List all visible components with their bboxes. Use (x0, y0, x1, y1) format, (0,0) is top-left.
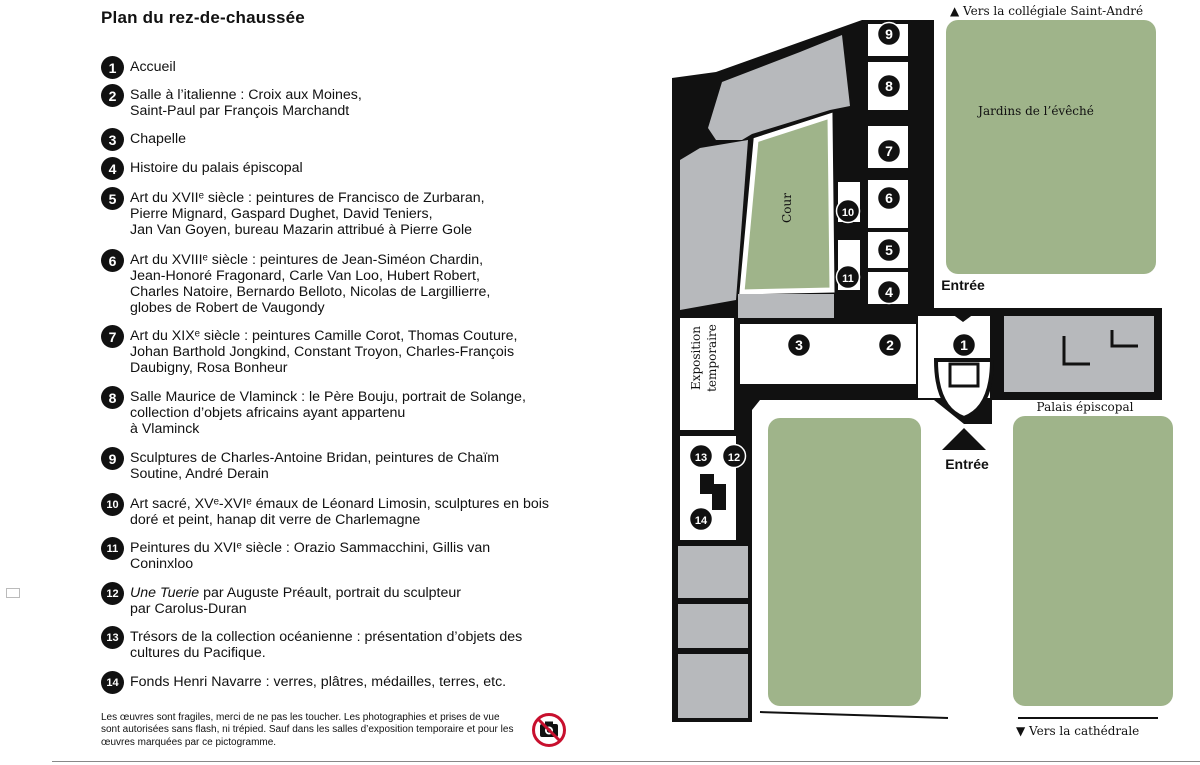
room-marker-number: 7 (885, 143, 893, 159)
entrance-top-label: Entrée (941, 277, 985, 293)
entrance-bottom-label: Entrée (945, 456, 989, 472)
room-marker-10 (837, 200, 860, 223)
room-marker-number: 13 (694, 452, 708, 464)
court-label: Cour (780, 193, 794, 223)
garden-south-left (768, 418, 921, 706)
room-marker-number: 11 (842, 273, 854, 285)
room-marker-number: 14 (694, 515, 708, 527)
legend-item-text: Trésors de la collection océanienne : présentation d’objets des cultures du Pacifique. (130, 629, 523, 661)
expo-label-2: temporaire (705, 324, 719, 392)
legend-item-text: Art du XIXᵉ siècle : peintures Camille Corot, Thomas Couture, Johan Barthold Jongkind, Constant Troyon, Charles-François Daubigny, Rosa Bonheur (130, 328, 518, 376)
room-number-badge: 12 (101, 582, 124, 605)
room-marker-1 (953, 334, 976, 357)
room-marker-number: 4 (885, 284, 893, 300)
room-marker-7 (878, 140, 901, 163)
room-number-badge: 6 (101, 249, 124, 272)
room-number-badge: 2 (101, 84, 124, 107)
room-marker-number: 9 (885, 26, 893, 42)
room-marker-number: 12 (727, 452, 741, 464)
legend-item-text: Fonds Henri Navarre : verres, plâtres, médailles, terres, etc. (130, 674, 507, 690)
room-marker-6 (878, 187, 901, 210)
room-marker-number: 8 (885, 78, 893, 94)
legend-item-text: Salle à l’italienne : Croix aux Moines, Saint-Paul par François Marchandt (130, 87, 362, 119)
legend-item-text: Accueil (130, 59, 176, 75)
entrance-arrow-icon (942, 428, 986, 450)
room-marker-13 (690, 445, 713, 468)
legend-item-text: Art du XVIIIᵉ siècle : peintures de Jean-Siméon Chardin, Jean-Honoré Fragonard, Carle Van Loo, Hubert Robert, Charles Natoire, Bernardo Belloto, Nicolas de Largillierre, globes de Robert de Vaugondy (130, 252, 491, 316)
room-marker-9 (878, 23, 901, 46)
room-number-badge: 4 (101, 157, 124, 180)
room-marker-number: 1 (960, 337, 968, 353)
room-marker-2 (879, 334, 902, 357)
legend-item-text: Salle Maurice de Vlaminck : le Père Bouju, portrait de Solange, collection d’objets africains ayant appartenu à Vlaminck (130, 389, 526, 437)
room-number-badge: 1 (101, 56, 124, 79)
room-marker-number: 3 (795, 337, 803, 353)
expo-label-1: Exposition (689, 325, 703, 391)
room-number-badge: 14 (101, 671, 124, 694)
room-number-badge: 7 (101, 325, 124, 348)
page-title: Plan du rez-de-chaussée (101, 8, 305, 27)
room-marker-12 (723, 445, 746, 468)
room-marker-number: 2 (886, 337, 894, 353)
legend-item-rest: par Auguste Préault, portrait du sculpteur par Carolus-Duran (130, 585, 461, 617)
south-label: ▼ Vers la cathédrale (1016, 724, 1140, 738)
room-number-badge: 11 (101, 537, 124, 560)
room-number-badge: 8 (101, 386, 124, 409)
room-marker-number: 5 (885, 242, 893, 258)
legend-item-italic: Une Tuerie (130, 585, 200, 601)
legend-item-text: Art du XVIIᵉ siècle : peintures de Francisco de Zurbaran, Pierre Mignard, Gaspard Dughet, David Teniers, Jan Van Goyen, bureau Mazarin attribué à Pierre Gole (130, 190, 485, 238)
north-label: ▲ Vers la collégiale Saint-André (950, 4, 1144, 18)
room-number-badge: 5 (101, 187, 124, 210)
room-marker-8 (878, 75, 901, 98)
gardens-label: Jardins de l’évêché (978, 104, 1094, 118)
legend-item-text: Histoire du palais épiscopal (130, 160, 303, 176)
legend-item-text: Peintures du XVIᵉ siècle : Orazio Sammacchini, Gillis van Coninxloo (130, 540, 491, 572)
legend-item-text: Chapelle (130, 131, 187, 147)
room-marker-3 (788, 334, 811, 357)
legend-item-text: Sculptures de Charles-Antoine Bridan, peintures de Chaïm Soutine, André Derain (130, 450, 500, 482)
legend-item-text: Art sacré, XVᵉ-XVIᵉ émaux de Léonard Limosin, sculptures en bois doré et peint, hanap dit verre de Charlemagne (130, 496, 550, 528)
room-marker-number: 10 (841, 207, 855, 219)
room-number-badge: 10 (101, 493, 124, 516)
room-number-badge: 13 (101, 626, 124, 649)
room-marker-number: 6 (885, 190, 893, 206)
room-marker-14 (690, 508, 713, 531)
garden-south-right (1013, 416, 1173, 706)
palace-label: Palais épiscopal (1036, 400, 1134, 414)
room-marker-11 (837, 266, 860, 289)
room-number-badge: 3 (101, 128, 124, 151)
room-marker-5 (878, 239, 901, 262)
visitor-note: Les œuvres sont fragiles, merci de ne pas les toucher. Les photographies et prises de vue sont autorisées sans flash, ni trépied. Sauf dans les salles d’exposition temporaire et pour les œuvres marquées par ce pictogramme. (101, 712, 514, 748)
garden-north (946, 20, 1156, 274)
room-marker-4 (878, 281, 901, 304)
room-number-badge: 9 (101, 447, 124, 470)
